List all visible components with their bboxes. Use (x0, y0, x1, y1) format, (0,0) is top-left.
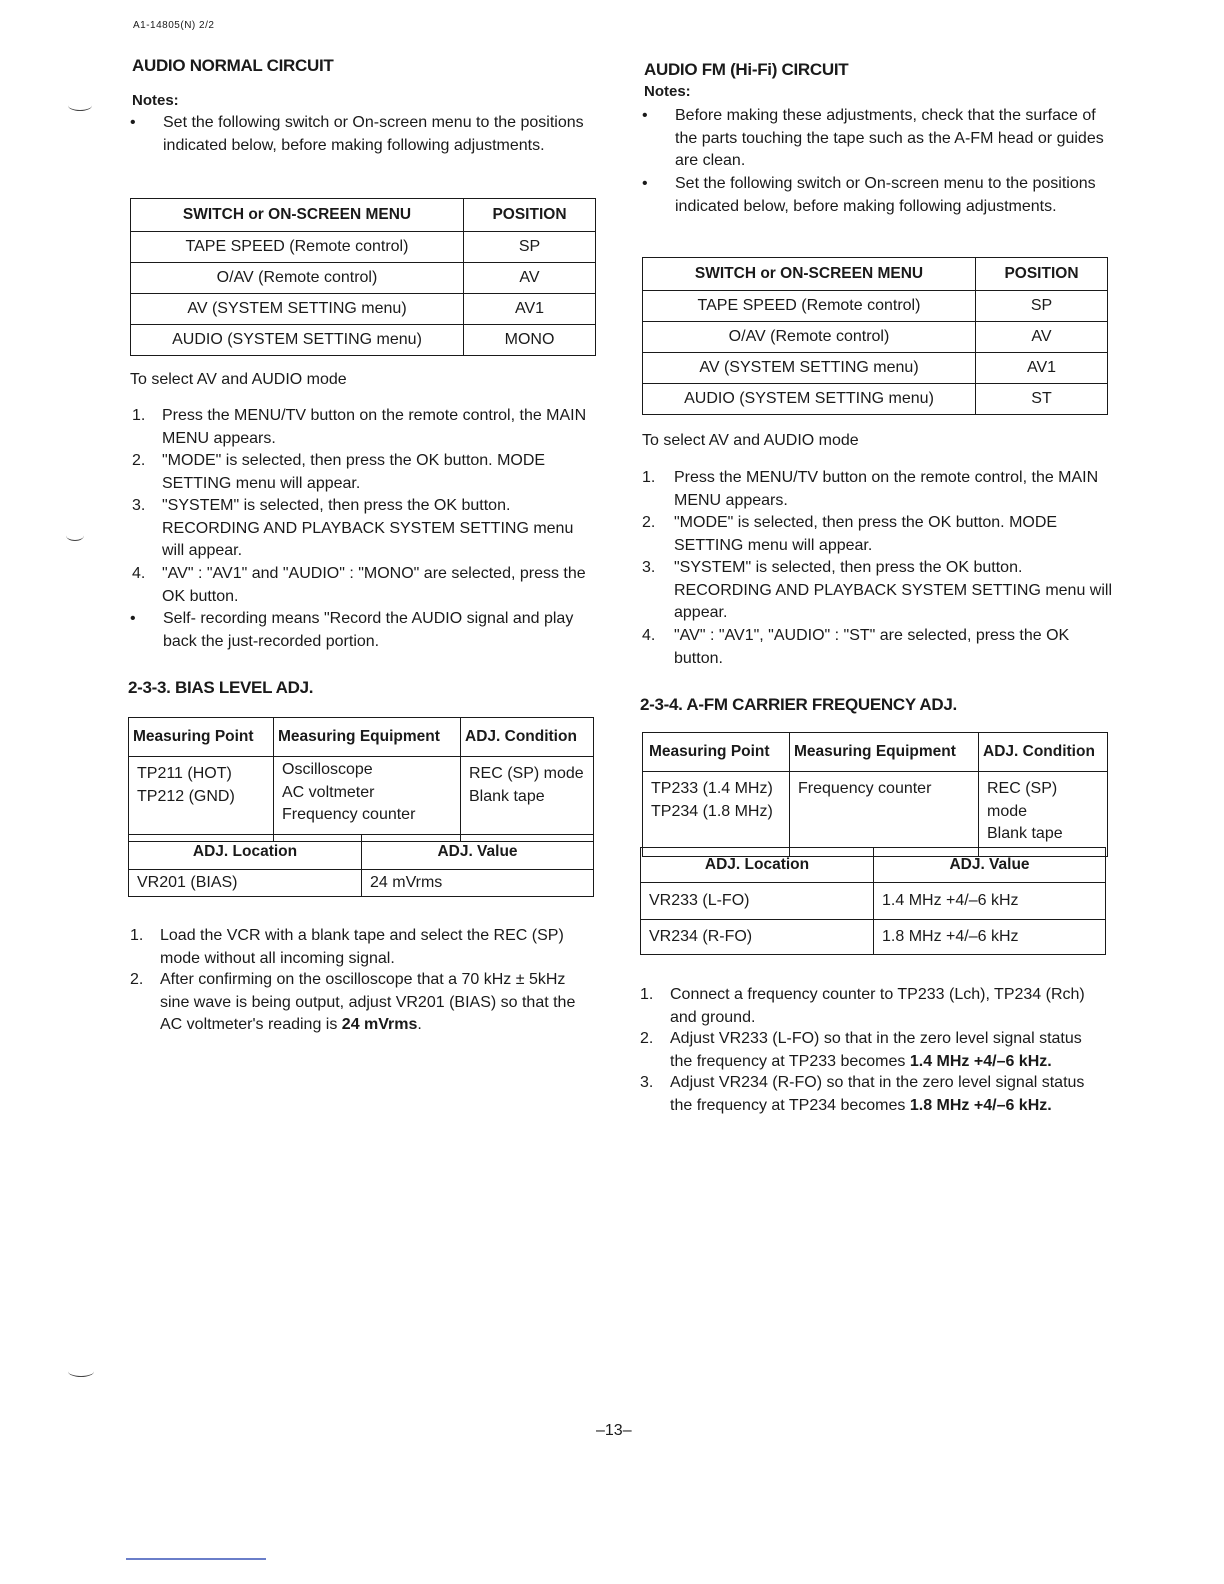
table-cell: ST (976, 384, 1108, 415)
list-item (132, 495, 596, 563)
table-header: Measuring Point (129, 718, 274, 757)
table-row (643, 353, 1108, 384)
select-mode-text: To select AV and AUDIO mode (130, 371, 347, 388)
list-item (132, 450, 596, 495)
step-number: 2. (640, 1030, 654, 1047)
step-text: "AV" : "AV1" and "AUDIO" : "MONO" are selected, press the OK button. (162, 565, 586, 605)
footer-rule (126, 1558, 266, 1560)
table-cell: AV (464, 263, 596, 294)
select-mode-text: To select AV and AUDIO mode (642, 432, 859, 449)
list-item (132, 563, 596, 608)
table-cell (790, 772, 979, 857)
table-cell: AV (SYSTEM SETTING menu) (131, 294, 464, 325)
table-header: SWITCH or ON-SCREEN MENU (131, 199, 464, 232)
measuring-point: TP234 (1.8 MHz) (651, 802, 773, 820)
bullet-icon: • (130, 610, 136, 627)
note-text: Set the following switch or On-screen menu to the positions indicated below, before making following adjustments. (675, 175, 1096, 215)
bullet-icon: • (642, 175, 648, 192)
table-header: ADJ. Location (641, 848, 874, 883)
list-item (132, 405, 596, 450)
table-row (129, 757, 594, 842)
step-text: "MODE" is selected, then press the OK button. MODE SETTING menu will appear. (162, 452, 546, 492)
table-header: POSITION (976, 258, 1108, 291)
step-text: Press the MENU/TV button on the remote control, the MAIN MENU appears. (162, 407, 587, 447)
note-item (642, 105, 1111, 173)
table-header: Measuring Equipment (274, 718, 461, 757)
table-row (129, 870, 594, 897)
step-text: "SYSTEM" is selected, then press the OK button. RECORDING AND PLAYBACK SYSTEM SETTING menu will appear. (162, 497, 574, 559)
table-header: Measuring Point (643, 733, 790, 772)
step-number: 3. (132, 497, 146, 514)
bullet-icon: • (130, 114, 136, 131)
table-cell: SP (976, 291, 1108, 322)
list-item (642, 557, 1112, 625)
step-text: After confirming on the oscilloscope that a 70 kHz ± 5kHz sine wave is being output, adjust VR201 (BIAS) so that the AC voltmeter's reading is (160, 971, 576, 1033)
step-number: 2. (130, 971, 144, 988)
step-text: Adjust VR233 (L-FO) so that in the zero level signal status the frequency at TP233 becomes (670, 1030, 1082, 1070)
table-header: ADJ. Condition (979, 733, 1108, 772)
note-item (642, 173, 1111, 218)
step-number: 3. (642, 559, 656, 576)
table-header: ADJ. Value (874, 848, 1106, 883)
list-item (642, 512, 1112, 557)
page-number: –13– (596, 1422, 632, 1439)
list-item (640, 1028, 1108, 1073)
measuring-table (642, 732, 1108, 857)
table-header: ADJ. Condition (461, 718, 594, 757)
table-row (641, 920, 1106, 955)
document-id: A1-14805(N) 2/2 (133, 20, 215, 31)
table-row (643, 291, 1108, 322)
step-text: Load the VCR with a blank tape and select the REC (SP) mode without all incoming signal. (160, 927, 564, 967)
table-cell: AUDIO (SYSTEM SETTING menu) (643, 384, 976, 415)
step-text: "SYSTEM" is selected, then press the OK button. RECORDING AND PLAYBACK SYSTEM SETTING menu will appear. (674, 559, 1113, 621)
switch-table (130, 198, 596, 356)
table-cell (129, 757, 274, 842)
list-item: 2. After confirming on the oscilloscope that a 70 kHz ± 5kHz sine wave is being output, adjust VR201 (BIAS) so that the AC voltmeter's reading is 24 mVrms. (130, 971, 576, 1033)
table-header: ADJ. Location (129, 835, 362, 870)
notes-label: Notes: (132, 92, 179, 109)
section-title: 2-3-3. BIAS LEVEL ADJ. (128, 678, 314, 697)
equipment: Oscilloscope (282, 761, 373, 778)
table-row (643, 384, 1108, 415)
notes-label: Notes: (644, 83, 691, 100)
table-cell: AV (976, 322, 1108, 353)
equipment: AC voltmeter (282, 783, 375, 801)
step-number: 1. (130, 927, 144, 944)
table-row (643, 772, 1108, 857)
list-item (642, 625, 1112, 670)
table-cell: AV (SYSTEM SETTING menu) (643, 353, 976, 384)
table-cell: VR233 (L-FO) (641, 883, 874, 920)
level-table (128, 834, 594, 897)
table-row (643, 322, 1108, 353)
level-table (640, 847, 1106, 955)
step-text: Connect a frequency counter to TP233 (Lch), TP234 (Rch) and ground. (670, 986, 1085, 1026)
table-row (131, 232, 596, 263)
table-cell (461, 757, 594, 842)
table-header: ADJ. Value (362, 835, 594, 870)
table-cell: O/AV (Remote control) (131, 263, 464, 294)
bullet-icon: • (642, 107, 648, 124)
table-cell: AV1 (464, 294, 596, 325)
table-cell: VR234 (R-FO) (641, 920, 874, 955)
step-number: 3. (640, 1074, 654, 1091)
table-cell (274, 757, 461, 842)
list-item (640, 984, 1108, 1029)
measuring-point: TP211 (HOT) (137, 765, 232, 782)
switch-table (642, 257, 1108, 415)
frequency-value: 1.8 MHz +4/–6 kHz. (909, 1096, 1052, 1114)
section-title: AUDIO NORMAL CIRCUIT (132, 56, 334, 75)
table-cell: TAPE SPEED (Remote control) (131, 232, 464, 263)
step-text: Press the MENU/TV button on the remote control, the MAIN MENU appears. (674, 469, 1099, 509)
step-number: 4. (642, 627, 656, 644)
table-header: Measuring Equipment (790, 733, 979, 772)
table-cell: 1.8 MHz +4/–6 kHz (874, 920, 1106, 955)
table-row (131, 294, 596, 325)
measuring-point: TP233 (1.4 MHz) (651, 780, 773, 797)
measuring-table (128, 717, 594, 842)
frequency-value: 1.4 MHz +4/–6 kHz. (909, 1052, 1052, 1070)
step-number: 1. (640, 986, 654, 1003)
table-cell: VR201 (BIAS) (129, 870, 362, 897)
table-cell: AUDIO (SYSTEM SETTING menu) (131, 325, 464, 356)
table-cell: AV1 (976, 353, 1108, 384)
note-item (130, 608, 596, 653)
step-number: 1. (132, 407, 146, 424)
step-number: 1. (642, 469, 656, 486)
binding-mark (68, 100, 92, 111)
table-cell: SP (464, 232, 596, 263)
table-row (641, 883, 1106, 920)
step-text: Adjust VR234 (R-FO) so that in the zero level signal status the frequency at TP234 becomes (670, 1074, 1085, 1114)
step-number: 2. (132, 452, 146, 469)
equipment: Frequency counter (282, 806, 416, 823)
table-header: SWITCH or ON-SCREEN MENU (643, 258, 976, 291)
section-title: 2-3-4. A-FM CARRIER FREQUENCY ADJ. (640, 695, 957, 714)
step-number: 4. (132, 565, 146, 582)
note-item (130, 112, 596, 157)
section-title: AUDIO FM (Hi-Fi) CIRCUIT (644, 60, 849, 79)
table-cell: 1.4 MHz +4/–6 kHz (874, 883, 1106, 920)
table-cell: MONO (464, 325, 596, 356)
condition: REC (SP) mode (469, 765, 584, 782)
note-text: Set the following switch or On-screen menu to the positions indicated below, before making following adjustments. (163, 114, 584, 154)
measuring-point: TP212 (GND) (137, 787, 235, 805)
step-number: 2. (642, 514, 656, 531)
step-text: "AV" : "AV1", "AUDIO" : "ST" are selected, press the OK button. (674, 627, 1070, 667)
table-cell: TAPE SPEED (Remote control) (643, 291, 976, 322)
table-cell: 24 mVrms (362, 870, 594, 897)
binding-mark (68, 1366, 94, 1377)
note-text: Before making these adjustments, check that the surface of the parts touching the tape such as the A-FM head or guides are clean. (675, 107, 1104, 169)
step-text: "MODE" is selected, then press the OK button. MODE SETTING menu will appear. (674, 514, 1058, 554)
table-header: POSITION (464, 199, 596, 232)
bias-value: 24 mVrms (341, 1016, 418, 1033)
table-cell (979, 772, 1108, 857)
table-cell: O/AV (Remote control) (643, 322, 976, 353)
equipment: Frequency counter (798, 780, 932, 797)
list-item (130, 925, 595, 970)
condition: Blank tape (469, 787, 545, 805)
binding-mark (66, 530, 84, 541)
list-item (640, 1072, 1108, 1117)
table-row (131, 263, 596, 294)
table-cell (643, 772, 790, 857)
list-item (642, 467, 1112, 512)
condition: REC (SP) mode (987, 780, 1058, 820)
note-text: Self- recording means "Record the AUDIO signal and play back the just-recorded portion. (163, 610, 574, 650)
table-row (131, 325, 596, 356)
condition: Blank tape (987, 825, 1063, 842)
